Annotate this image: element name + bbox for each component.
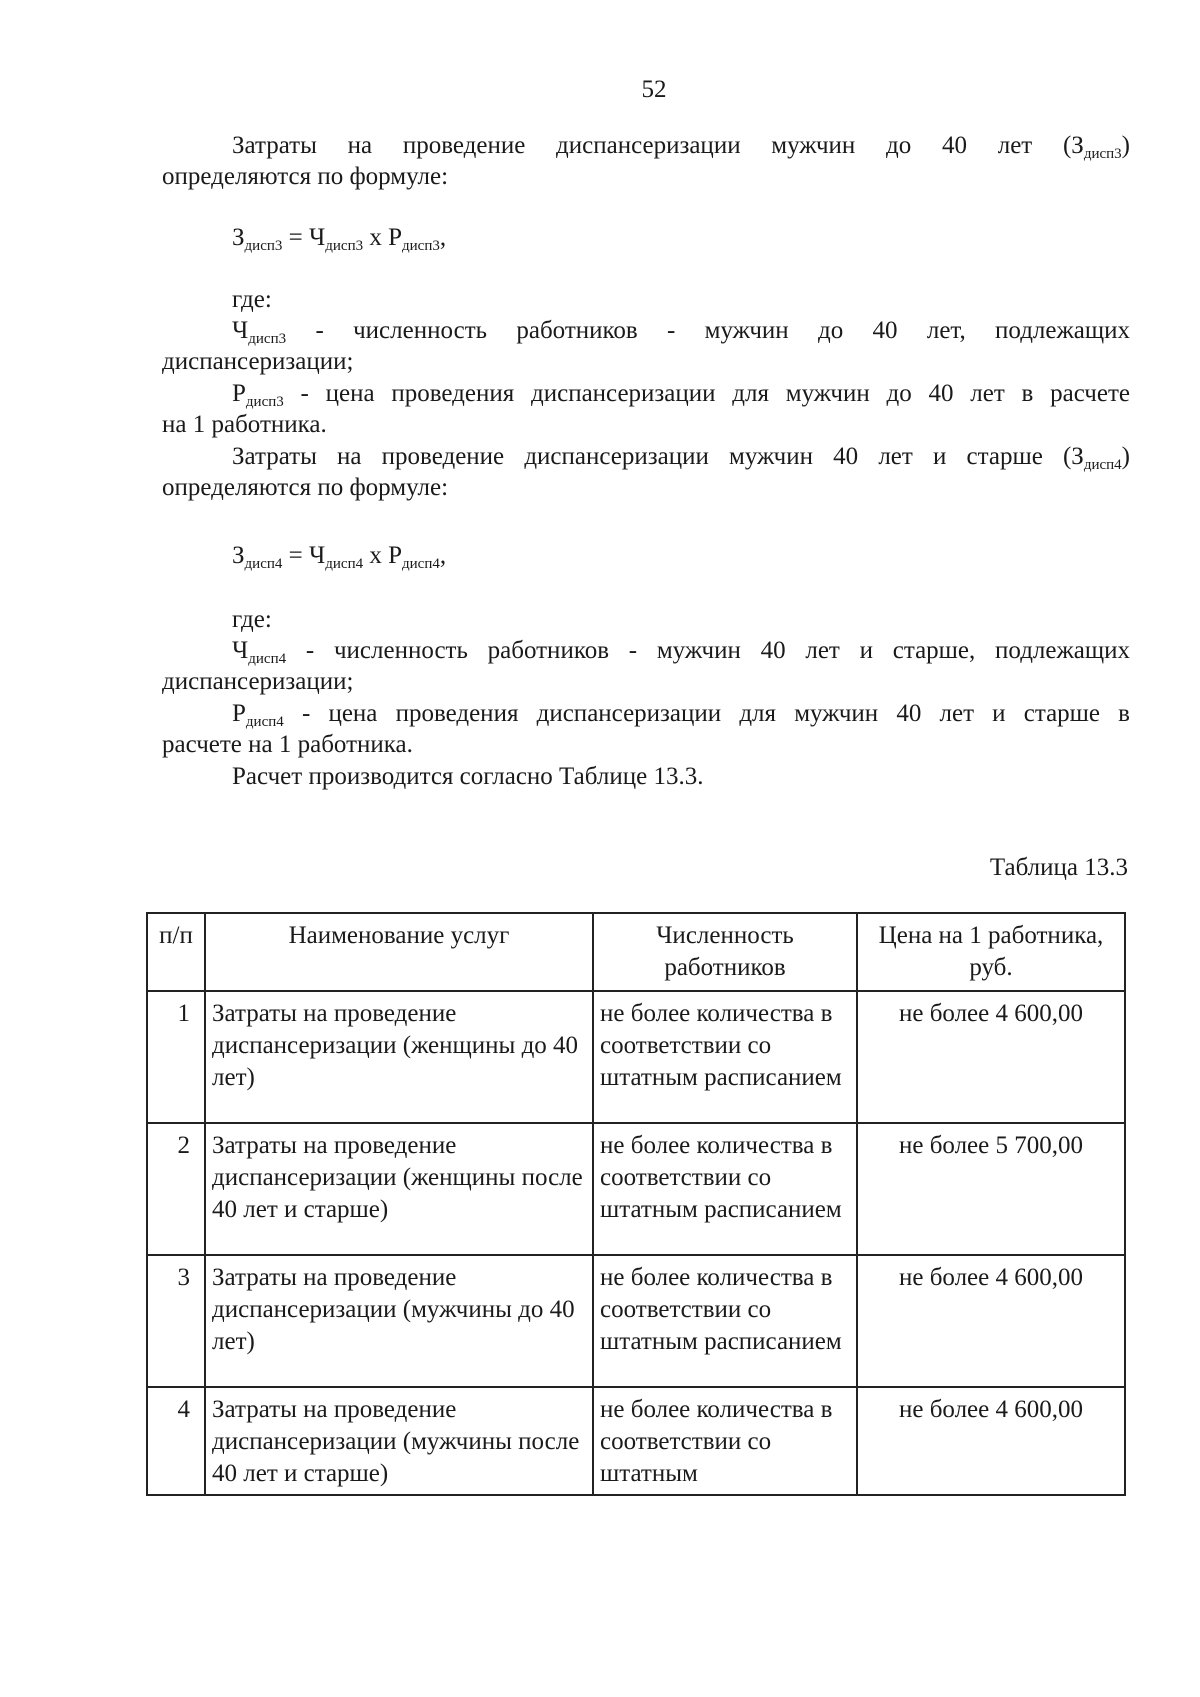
row-num: 1 [147, 991, 205, 1123]
row-count: не более количества в соответствии со штатным расписанием [593, 991, 857, 1123]
section1-intro: Затраты на проведение диспансеризации мужчин до 40 лет $(З_{дисп3})$ [232, 132, 1130, 162]
section1-intro-line2: определяются по формуле: [162, 163, 449, 190]
page-number: 52 [641, 76, 667, 103]
table-header-row [147, 913, 1125, 991]
row-num: 3 [147, 1255, 205, 1387]
section1-def1-line2: диспансеризации; [162, 348, 354, 375]
row-count: не более количества в соответствии со штатным [593, 1387, 857, 1495]
row-count: не более количества в соответствии со штатным расписанием [593, 1123, 857, 1255]
row-price: не более 4 600,00 [857, 1255, 1125, 1387]
table-row [147, 991, 1125, 1123]
row-price: не более 4 600,00 [857, 991, 1125, 1123]
section1-def2-line2: на 1 работника. [162, 411, 327, 438]
where-label-2: где: [232, 606, 272, 633]
header-name: Наименование услуг [205, 913, 593, 991]
row-num: 2 [147, 1123, 205, 1255]
section2-def2-line2: расчете на 1 работника. [162, 731, 413, 758]
row-price: не более 5 700,00 [857, 1123, 1125, 1255]
section2-def1: $Ч_{дисп4}$ - численность работников - мужчин 40 лет и старше, подлежащих [232, 637, 1130, 667]
row-num: 4 [147, 1387, 205, 1495]
services-table [146, 912, 1126, 1496]
formula-disp4: $З_{дисп4} = Ч_{дисп4}$ х $Р_{дисп4}$, [232, 542, 447, 572]
table-row [147, 1387, 1125, 1495]
where-label-1: где: [232, 286, 272, 313]
table-row [147, 1255, 1125, 1387]
header-count: Численность работников [593, 913, 857, 991]
table-row [147, 1123, 1125, 1255]
row-name: Затраты на проведение диспансеризации (мужчины до 40 лет) [205, 1255, 593, 1387]
row-name: Затраты на проведение диспансеризации (женщины после 40 лет и старше) [205, 1123, 593, 1255]
section2-intro-line2: определяются по формуле: [162, 474, 449, 501]
section2-def2: $Р_{дисп4}$ - цена проведения диспансеризации для мужчин 40 лет и старше в [232, 700, 1130, 730]
section2-intro: Затраты на проведение диспансеризации мужчин 40 лет и старше $(З_{дисп4})$ [232, 443, 1130, 473]
header-num: п/п [147, 913, 205, 991]
formula-disp3: $З_{дисп3} = Ч_{дисп3}$ х $Р_{дисп3}$, [232, 224, 447, 254]
calc-note: Расчет производится согласно Таблице 13.3. [232, 763, 704, 790]
section1-def2: $Р_{дисп3}$ - цена проведения диспансеризации для мужчин до 40 лет в расчете [232, 380, 1130, 410]
header-price: Цена на 1 работника, руб. [857, 913, 1125, 991]
row-name: Затраты на проведение диспансеризации (мужчины после 40 лет и старше) [205, 1387, 593, 1495]
row-count: не более количества в соответствии со штатным расписанием [593, 1255, 857, 1387]
section2-def1-line2: диспансеризации; [162, 668, 354, 695]
section1-def1: $Ч_{дисп3}$ - численность работников - мужчин до 40 лет, подлежащих [232, 317, 1130, 347]
row-price: не более 4 600,00 [857, 1387, 1125, 1495]
row-name: Затраты на проведение диспансеризации (женщины до 40 лет) [205, 991, 593, 1123]
table-caption: Таблица 13.3 [989, 854, 1128, 881]
